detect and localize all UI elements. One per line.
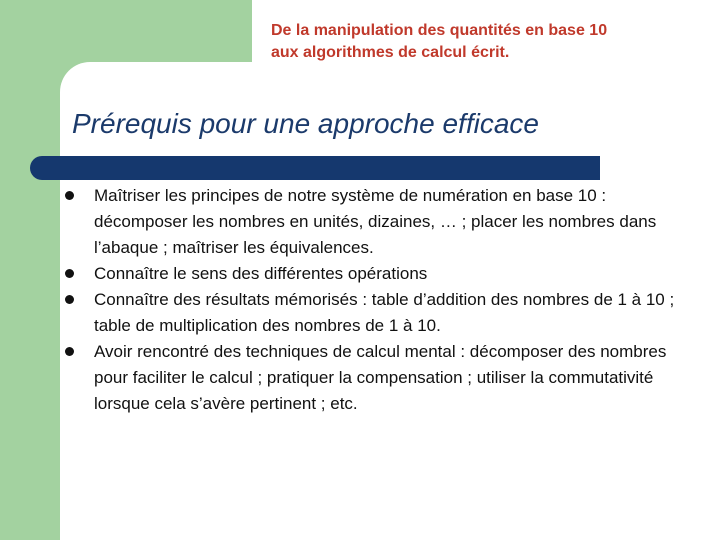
bullet-text: Avoir rencontré des techniques de calcul mental : décomposer des nombres pour faciliter le calcul ; pratiquer la compensation ; utiliser la commutativité lorsque cela s’avère pertinent ; etc. <box>94 342 667 413</box>
header-line-1: De la manipulation des quantités en base 10 <box>271 22 608 39</box>
slide-header <box>271 20 711 64</box>
header-line-2: aux algorithmes de calcul écrit. <box>271 44 510 61</box>
bullet-item <box>64 261 704 287</box>
bullet-item <box>64 287 704 339</box>
bullet-dot-icon <box>65 347 74 356</box>
bullet-list <box>64 183 704 417</box>
bullet-text: Connaître le sens des différentes opérations <box>94 264 428 283</box>
bullet-item <box>64 339 704 417</box>
bullet-dot-icon <box>65 191 74 200</box>
slide-title: Prérequis pour une approche efficace <box>72 108 539 139</box>
title-underline-bar <box>30 156 600 180</box>
bullet-text: Connaître des résultats mémorisés : table d’addition des nombres de 1 à 10 ; table de multiplication des nombres de 1 à 10. <box>94 290 675 335</box>
bullet-dot-icon <box>65 269 74 278</box>
bullet-text: Maîtriser les principes de notre système de numération en base 10 : décomposer les nombres en unités, dizaines, … ; placer les nombres dans l’abaque ; maîtriser les équivalences. <box>94 186 657 257</box>
decor-green-left <box>0 0 60 540</box>
bullet-item <box>64 183 704 261</box>
bullet-dot-icon <box>65 295 74 304</box>
